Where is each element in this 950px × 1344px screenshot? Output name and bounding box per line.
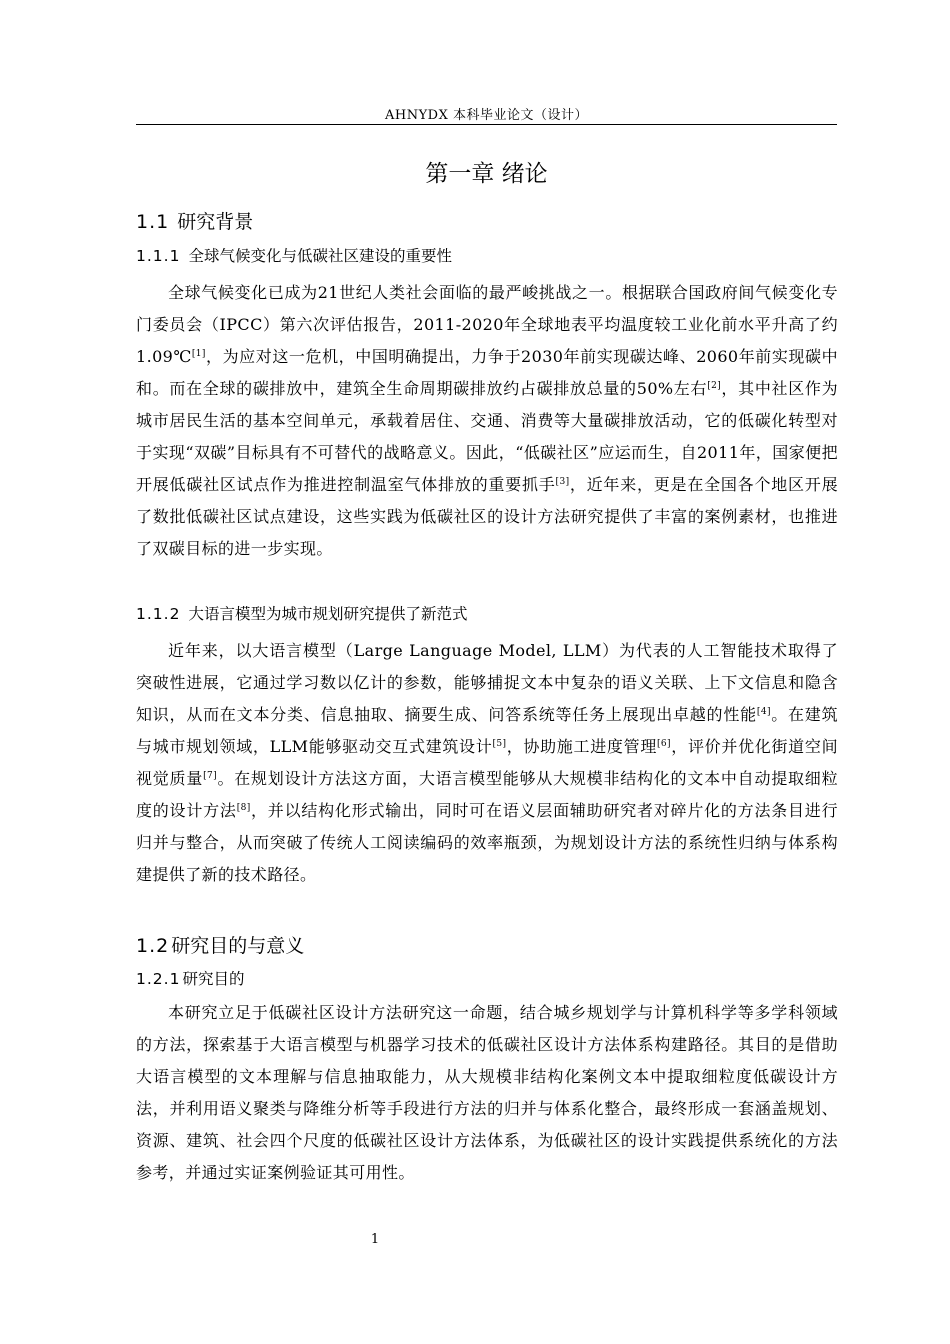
section-heading-1-2-1 <box>136 967 244 989</box>
header-rule <box>136 124 837 125</box>
section-title: 大语言模型为城市规划研究提供了新范式 <box>188 605 468 623</box>
paragraph-text: ，为应对这一危机，中国明确提出，力争于2030年前实现碳达峰、2060年前实现碳中和。而在全球的碳排放中，建筑全生命周期碳排放约占碳排放总量的50%左右 <box>136 347 838 398</box>
paragraph-text: 近年来，以大语言模型（Large Language Model, LLM）为代表的人工智能技术取得了突破性进展，它通过学习数以亿计的参数，能够捕捉文本中复杂的语义关联、上下文信息和隐含知识，从而在文本分类、信息抽取、摘要生成、问答系统等任务上展现出卓越的性能 <box>136 641 838 724</box>
section-heading-1-2 <box>136 931 304 958</box>
citation-ref: [6] <box>657 739 671 749</box>
paragraph-text: 。在建筑与城市规划领域，LLM能够驱动交互式建筑设计 <box>136 705 838 756</box>
paragraph-research-purpose <box>136 997 838 1189</box>
paragraph-text: ，其中社区作为城市居民生活的基本空间单元，承载着居住、交通、消费等大量碳排放活动，它的低碳化转型对于实现“双碳”目标具有不可替代的战略意义。因此，“低碳社区”应运而生，自2011年，国家便把开展低碳社区试点作为推进控制温室气体排放的重要抓手 <box>136 379 838 494</box>
section-heading-1-1-2 <box>136 602 467 624</box>
paragraph-text: 本研究立足于低碳社区设计方法研究这一命题，结合城乡规划学与计算机科学等多学科领域的方法，探索基于大语言模型与机器学习技术的低碳社区设计方法体系构建路径。其目的是借助大语言模型的文本理解与信息抽取能力，从大规模非结构化案例文本中提取细粒度低碳设计方法，并利用语义聚类与降维分析等手段进行方法的归并与体系化整合，最终形成一套涵盖规划、资源、建筑、社会四个尺度的低碳社区设计方法体系，为低碳社区的设计实践提供系统化的方法参考，并通过实证案例验证其可用性。 <box>136 1003 838 1182</box>
paragraph-llm <box>136 635 838 891</box>
citation-ref: [8] <box>236 803 251 813</box>
section-number: 1.1.1 <box>136 247 181 265</box>
section-title: 研究目的 <box>182 970 245 988</box>
citation-ref: [2] <box>707 381 722 391</box>
page-number: 1 <box>370 1232 380 1247</box>
paragraph-text: ，协助施工进度管理 <box>506 737 658 756</box>
citation-ref: [4] <box>756 707 771 717</box>
section-title: 研究背景 <box>177 211 254 233</box>
citation-ref: [5] <box>492 739 507 749</box>
section-number: 1.2 <box>136 935 170 957</box>
paragraph-text: ，近年来，更是在全国各个地区开展了数批低碳社区试点建设，这些实践为低碳社区的设计方法研究提供了丰富的案例素材，也推进了双碳目标的进一步实现。 <box>136 475 838 558</box>
section-heading-1-1-1 <box>136 244 452 266</box>
paragraph-text: 。在规划设计方法这方面，大语言模型能够从大规模非结构化的文本中自动提取细粒度的设计方法 <box>136 769 838 820</box>
running-header: AHNYDX 本科毕业论文（设计） <box>385 108 588 123</box>
section-number: 1.2.1 <box>136 970 181 988</box>
paragraph-text: ，并以结构化形式输出，同时可在语义层面辅助研究者对碎片化的方法条目进行归并与整合，从而突破了传统人工阅读编码的效率瓶颈，为规划设计方法的系统性归纳与体系构建提供了新的技术路径。 <box>136 801 838 884</box>
section-number: 1.1.2 <box>136 605 181 623</box>
citation-ref: [7] <box>203 771 218 781</box>
section-title: 全球气候变化与低碳社区建设的重要性 <box>188 247 452 265</box>
paragraph-text: ，评价并优化街道空间视觉质量 <box>136 737 838 788</box>
citation-ref: [1] <box>191 349 206 359</box>
chapter-title: 第一章 绪论 <box>425 161 548 187</box>
section-heading-1-1 <box>136 207 253 234</box>
section-number: 1.1 <box>136 211 170 233</box>
section-title: 研究目的与意义 <box>171 935 305 957</box>
paragraph-climate-change <box>136 277 838 565</box>
paragraph-text: 全球气候变化已成为21世纪人类社会面临的最严峻挑战之一。根据联合国政府间气候变化专门委员会（IPCC）第六次评估报告，2011-2020年全球地表平均温度较工业化前水平升高了约1.09℃ <box>136 283 838 366</box>
citation-ref: [3] <box>555 477 570 487</box>
